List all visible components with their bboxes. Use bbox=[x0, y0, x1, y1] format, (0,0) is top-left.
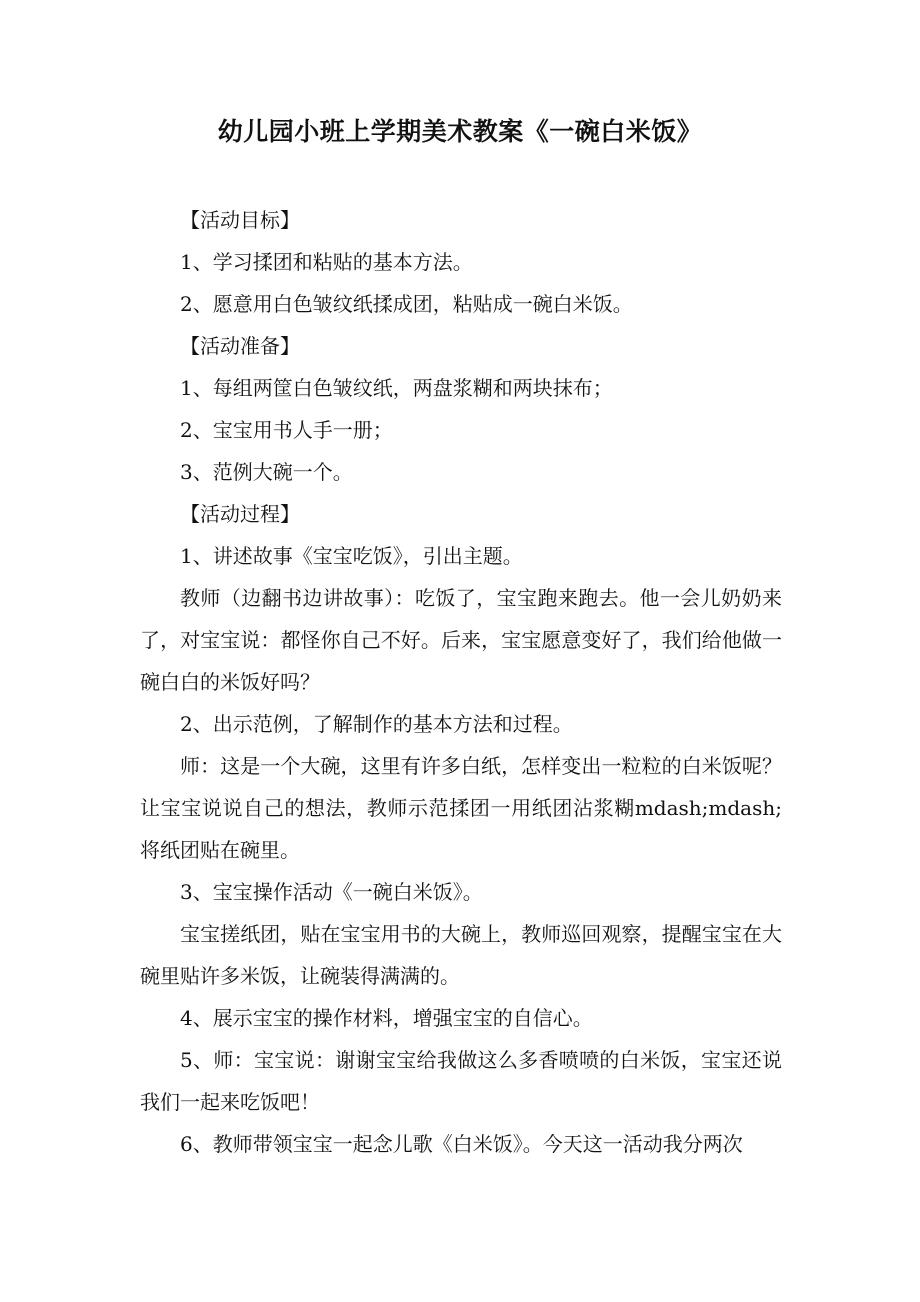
paragraph: 1、每组两筐白色皱纹纸，两盘浆糊和两块抹布； bbox=[180, 376, 613, 400]
paragraph: 1、学习揉团和粘贴的基本方法。 bbox=[180, 250, 473, 274]
document-title: 幼儿园小班上学期美术教案《一碗白米饭》 bbox=[217, 117, 703, 146]
section-heading-preparation: 【活动准备】 bbox=[180, 334, 300, 358]
section-heading-goals: 【活动目标】 bbox=[180, 208, 300, 232]
paragraph: 2、出示范例，了解制作的基本方法和过程。 bbox=[180, 712, 573, 736]
paragraph: 教师（边翻书边讲故事）：吃饭了，宝宝跑来跑去。他一会儿奶奶来了，对宝宝说：都怪你自己不好。后来，宝宝愿意变好了，我们给他做一碗白白的米饭好吗？ bbox=[140, 586, 782, 694]
paragraph: 3、范例大碗一个。 bbox=[180, 460, 353, 484]
document-body bbox=[140, 199, 782, 1165]
paragraph: 3、宝宝操作活动《一碗白米饭》。 bbox=[180, 880, 483, 904]
paragraph: 1、讲述故事《宝宝吃饭》，引出主题。 bbox=[180, 544, 523, 568]
paragraph: 宝宝搓纸团，贴在宝宝用书的大碗上，教师巡回观察，提醒宝宝在大碗里贴许多米饭，让碗装得满满的。 bbox=[140, 922, 782, 988]
paragraph: 6、教师带领宝宝一起念儿歌《白米饭》。今天这一活动我分两次 bbox=[180, 1132, 743, 1156]
paragraph: 师：这是一个大碗，这里有许多白纸，怎样变出一粒粒的白米饭呢？让宝宝说说自己的想法，教师示范揉团一用纸团沾浆糊mdash;mdash;将纸团贴在碗里。 bbox=[140, 754, 782, 862]
section-heading-process: 【活动过程】 bbox=[180, 502, 300, 526]
paragraph: 5、师：宝宝说：谢谢宝宝给我做这么多香喷喷的白米饭，宝宝还说我们一起来吃饭吧！ bbox=[140, 1048, 782, 1114]
paragraph: 4、展示宝宝的操作材料，增强宝宝的自信心。 bbox=[180, 1006, 593, 1030]
paragraph: 2、宝宝用书人手一册； bbox=[180, 418, 393, 442]
paragraph: 2、愿意用白色皱纹纸揉成团，粘贴成一碗白米饭。 bbox=[180, 292, 633, 316]
